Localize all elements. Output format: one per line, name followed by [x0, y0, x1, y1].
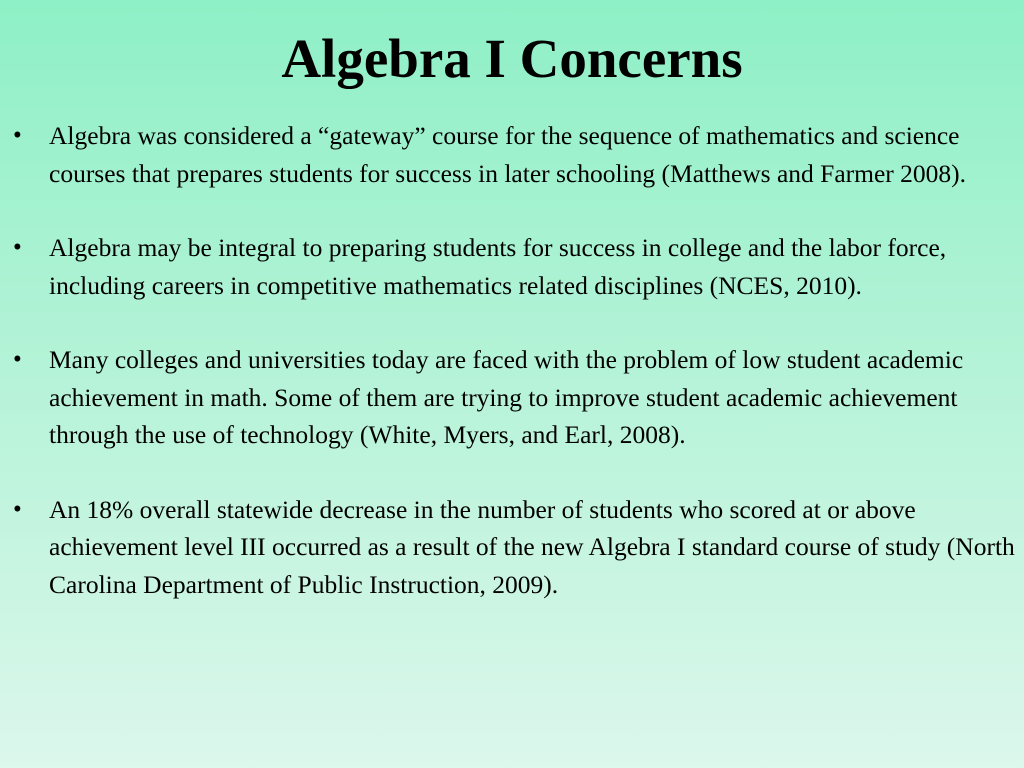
bullet-text: Many colleges and universities today are faced with the problem of low student academic achievement in math. Some of them are trying to improve student academic achievement through the use of technology (White, Myers, and Earl, 2008). [49, 345, 964, 449]
bullet-marker: • [13, 122, 22, 149]
bullet-text: Algebra was considered a “gateway” course for the sequence of mathematics and science courses that prepares students for success in later schooling (Matthews and Farmer 2008). [49, 121, 967, 188]
bullet-item-statewide-decrease [0, 491, 1024, 604]
bullet-marker: • [13, 346, 22, 373]
bullet-item-college-readiness [0, 229, 1024, 304]
bullet-text: An 18% overall statewide decrease in the number of students who scored at or above achievement level III occurred as a result of the new Algebra I standard course of study (North Carolina Department of Public Instruction, 2009). [49, 494, 1015, 599]
bullet-item-gateway-course [0, 117, 1024, 192]
bullet-marker: • [13, 234, 22, 261]
slide-title: Algebra I Concerns [281, 28, 743, 89]
bullet-list [0, 117, 1024, 640]
bullet-item-low-achievement [0, 341, 1024, 454]
bullet-marker: • [13, 495, 22, 523]
bullet-text: Algebra may be integral to preparing students for success in college and the labor force, including careers in competitive mathematics related disciplines (NCES, 2010). [49, 233, 947, 300]
